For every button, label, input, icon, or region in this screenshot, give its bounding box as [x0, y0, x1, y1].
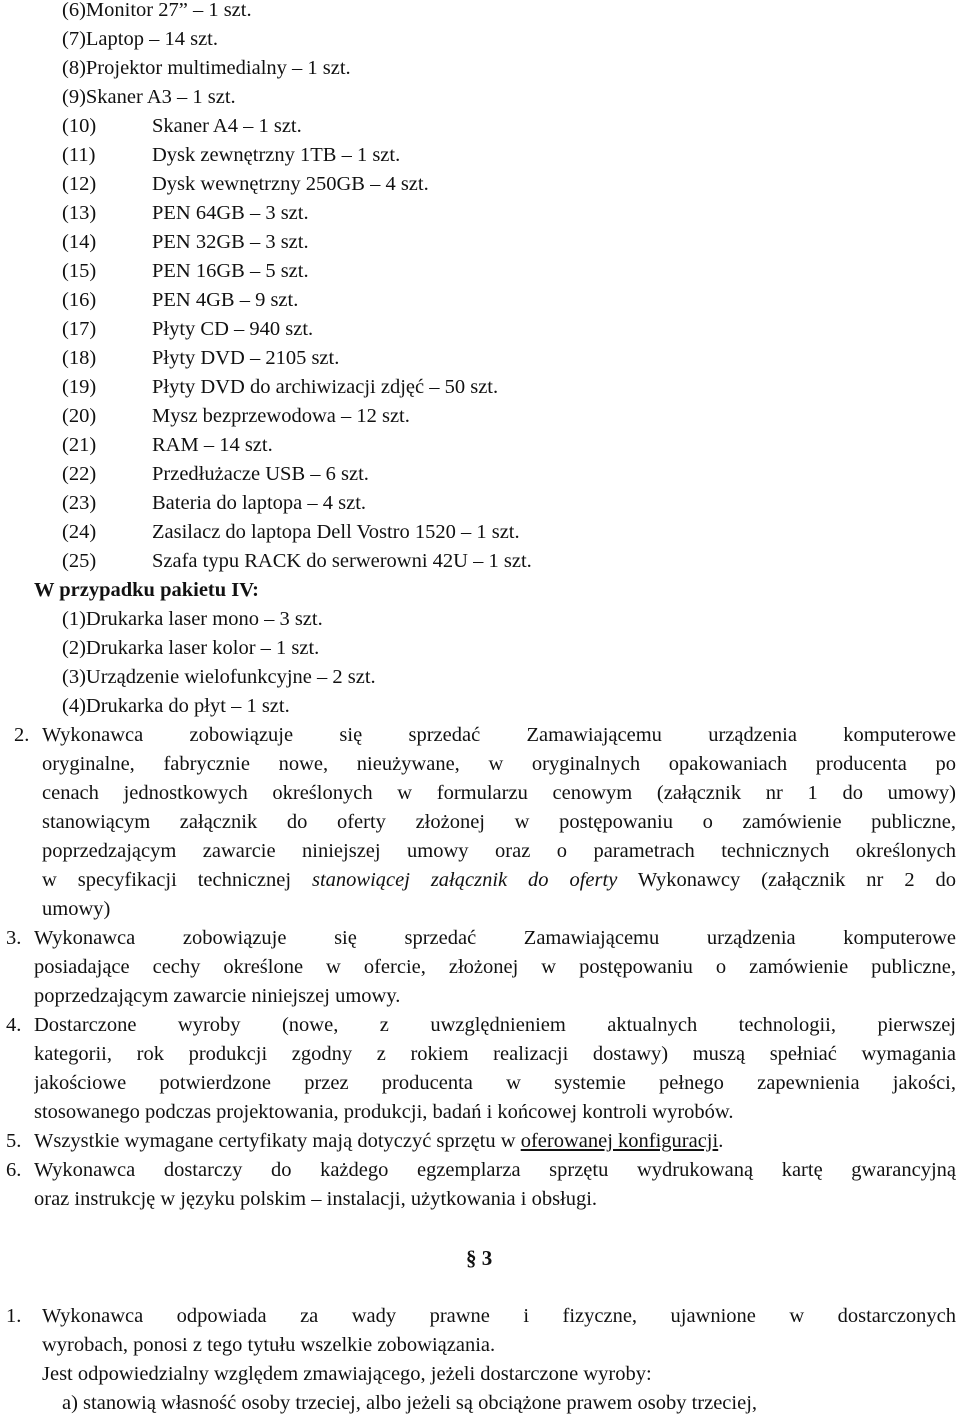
item-text: Dysk wewnętrzny 250GB – 4 szt.	[152, 173, 429, 195]
paragraph-line: stanowiącym załącznik do oferty złożonej w postępowaniu o zamówienie publiczne,	[42, 811, 956, 833]
item-number: (25)	[62, 550, 97, 572]
paragraph-line: posiadające cechy określone w ofercie, złożonej w postępowaniu o zamówienie publiczne,	[34, 956, 956, 978]
list-item	[62, 489, 366, 518]
item-number: (22)	[62, 463, 97, 485]
list-item	[62, 228, 309, 257]
list-item	[62, 663, 376, 692]
item-text: Monitor 27” – 1 szt.	[85, 0, 252, 21]
item-number: (24)	[62, 521, 97, 543]
item-number: (10)	[62, 115, 97, 137]
paragraph-line: cenach jednostkowych określonych w formularzu cenowym (załącznik nr 1 do umowy)	[42, 782, 956, 804]
paragraph-line	[42, 866, 956, 895]
item-text: Mysz bezprzewodowa – 12 szt.	[152, 405, 410, 427]
item-number: (8)	[62, 57, 86, 79]
text-segment: .	[718, 1130, 724, 1152]
paragraph-number: 1.	[6, 1305, 22, 1327]
item-number: (21)	[62, 434, 97, 456]
list-item	[62, 460, 369, 489]
text-segment: Wykonawcy (załącznik nr 2 do	[617, 869, 956, 891]
list-item	[62, 54, 351, 83]
paragraph-line: poprzedzającym zawarcie niniejszej umowy oraz o parametrach technicznych określonych	[42, 840, 956, 862]
paragraph-number: 5.	[6, 1130, 22, 1152]
item-text: PEN 64GB – 3 szt.	[152, 202, 309, 224]
item-text: RAM – 14 szt.	[152, 434, 273, 456]
item-number: (13)	[62, 202, 97, 224]
item-text: Płyty DVD – 2105 szt.	[152, 347, 340, 369]
item-text: Drukarka laser mono – 3 szt.	[85, 608, 323, 630]
section-heading: § 3	[466, 1246, 493, 1270]
item-text: Laptop – 14 szt.	[85, 28, 218, 50]
item-number: (4)	[62, 695, 86, 717]
list-item	[62, 634, 319, 663]
italic-segment: stanowiącej załącznik do oferty	[311, 869, 618, 891]
list-item	[62, 25, 218, 54]
item-number: (17)	[62, 318, 97, 340]
paragraph-2	[42, 721, 956, 924]
item-text: Płyty DVD do archiwizacji zdjęć – 50 szt.	[152, 376, 499, 398]
item-text: Zasilacz do laptopa Dell Vostro 1520 – 1 szt.	[152, 521, 520, 543]
item-number: (6)	[62, 0, 86, 21]
item-number: (16)	[62, 289, 97, 311]
list-item	[62, 315, 313, 344]
item-number: (3)	[62, 666, 86, 688]
paragraph-line: poprzedzającym zawarcie niniejszej umowy.	[34, 985, 401, 1007]
item-number: (18)	[62, 347, 97, 369]
item-number: (19)	[62, 376, 97, 398]
item-number: (2)	[62, 637, 86, 659]
section3-paragraph-1	[42, 1302, 956, 1360]
item-text: Skaner A3 – 1 szt.	[85, 86, 236, 108]
list-item	[62, 0, 252, 25]
item-text: Bateria do laptopa – 4 szt.	[152, 492, 367, 514]
item-number: (9)	[62, 86, 86, 108]
list-item	[62, 83, 236, 112]
item-text: Szafa typu RACK do serwerowni 42U – 1 szt.	[152, 550, 532, 572]
list-item	[62, 344, 339, 373]
item-text: PEN 4GB – 9 szt.	[152, 289, 299, 311]
item-text: Dysk zewnętrzny 1TB – 1 szt.	[152, 144, 401, 166]
paragraph-line: oryginalne, fabrycznie nowe, nieużywane, w oryginalnych opakowaniach producenta po	[42, 753, 956, 775]
item-number: (20)	[62, 405, 97, 427]
list-item	[62, 257, 309, 286]
paragraph-3	[34, 924, 956, 1011]
item-text: Drukarka laser kolor – 1 szt.	[85, 637, 320, 659]
item-text: Płyty CD – 940 szt.	[152, 318, 314, 340]
paragraph-line: Wykonawca zobowiązuje się sprzedać Zamawiającemu urządzenia komputerowe	[42, 724, 956, 746]
paragraph-line: a) stanowią własność osoby trzeciej, albo jeżeli są obciążone prawem osoby trzeciej,	[62, 1392, 758, 1414]
item-text: Przedłużacze USB – 6 szt.	[152, 463, 369, 485]
paragraph-number: 6.	[6, 1159, 22, 1181]
item-text: PEN 32GB – 3 szt.	[152, 231, 309, 253]
paragraph-5	[34, 1127, 723, 1156]
paragraph-line: Dostarczone wyroby (nowe, z uwzględnieniem aktualnych technologii, pierwszej	[34, 1014, 956, 1036]
item-number: (12)	[62, 173, 97, 195]
list-item	[62, 402, 410, 431]
paragraph-4	[34, 1011, 956, 1127]
paragraph-number: 2.	[14, 724, 30, 746]
paragraph-line: wyrobach, ponosi z tego tytułu wszelkie zobowiązania.	[42, 1334, 496, 1356]
list-item	[62, 141, 400, 170]
package-heading: W przypadku pakietu IV:	[34, 579, 260, 601]
item-text: Urządzenie wielofunkcyjne – 2 szt.	[85, 666, 376, 688]
paragraph-number: 4.	[6, 1014, 22, 1036]
list-item	[62, 431, 273, 460]
item-number: (14)	[62, 231, 97, 253]
list-item	[62, 692, 290, 721]
item-number: (11)	[62, 144, 96, 166]
paragraph-line: kategorii, rok produkcji zgodny z rokiem realizacji dostawy) muszą spełniać wymagania	[34, 1043, 956, 1065]
list-item	[62, 547, 532, 576]
list-item	[62, 199, 309, 228]
item-text: Projektor multimedialny – 1 szt.	[85, 57, 351, 79]
item-text: Drukarka do płyt – 1 szt.	[85, 695, 290, 717]
list-item	[62, 112, 302, 141]
paragraph-line: Wykonawca zobowiązuje się sprzedać Zamawiającemu urządzenia komputerowe	[34, 927, 956, 949]
paragraph-line: Wykonawca odpowiada za wady prawne i fizyczne, ujawnione w dostarczonych	[42, 1305, 956, 1327]
item-number: (7)	[62, 28, 86, 50]
list-item	[62, 373, 498, 402]
list-item	[62, 286, 298, 315]
paragraph-line: stosowanego podczas projektowania, produkcji, badań i końcowej kontroli wyrobów.	[34, 1101, 734, 1123]
underlined-segment: oferowanej konfiguracji	[520, 1130, 719, 1152]
paragraph-line: Jest odpowiedzialny względem zmawiającego, jeżeli dostarczone wyroby:	[42, 1363, 652, 1385]
item-number: (1)	[62, 608, 86, 630]
paragraph-line: umowy)	[42, 898, 111, 920]
item-number: (23)	[62, 492, 97, 514]
list-item	[62, 518, 520, 547]
paragraph-line: jakościowe potwierdzone przez producenta w systemie pełnego zapewnienia jakości,	[34, 1072, 956, 1094]
item-number: (15)	[62, 260, 97, 282]
paragraph-line: oraz instrukcję w języku polskim – instalacji, użytkowania i obsługi.	[34, 1188, 598, 1210]
text-segment: w specyfikacji technicznej	[42, 869, 312, 891]
paragraph-number: 3.	[6, 927, 22, 949]
paragraph-line: Wykonawca dostarczy do każdego egzemplarza sprzętu wydrukowaną kartę gwarancyjną	[34, 1159, 956, 1181]
paragraph-6	[34, 1156, 956, 1214]
item-text: PEN 16GB – 5 szt.	[152, 260, 309, 282]
item-text: Skaner A4 – 1 szt.	[152, 115, 302, 137]
list-item	[62, 605, 323, 634]
text-segment: Wszystkie wymagane certyfikaty mają dotyczyć sprzętu w	[34, 1130, 521, 1152]
list-item	[62, 170, 429, 199]
